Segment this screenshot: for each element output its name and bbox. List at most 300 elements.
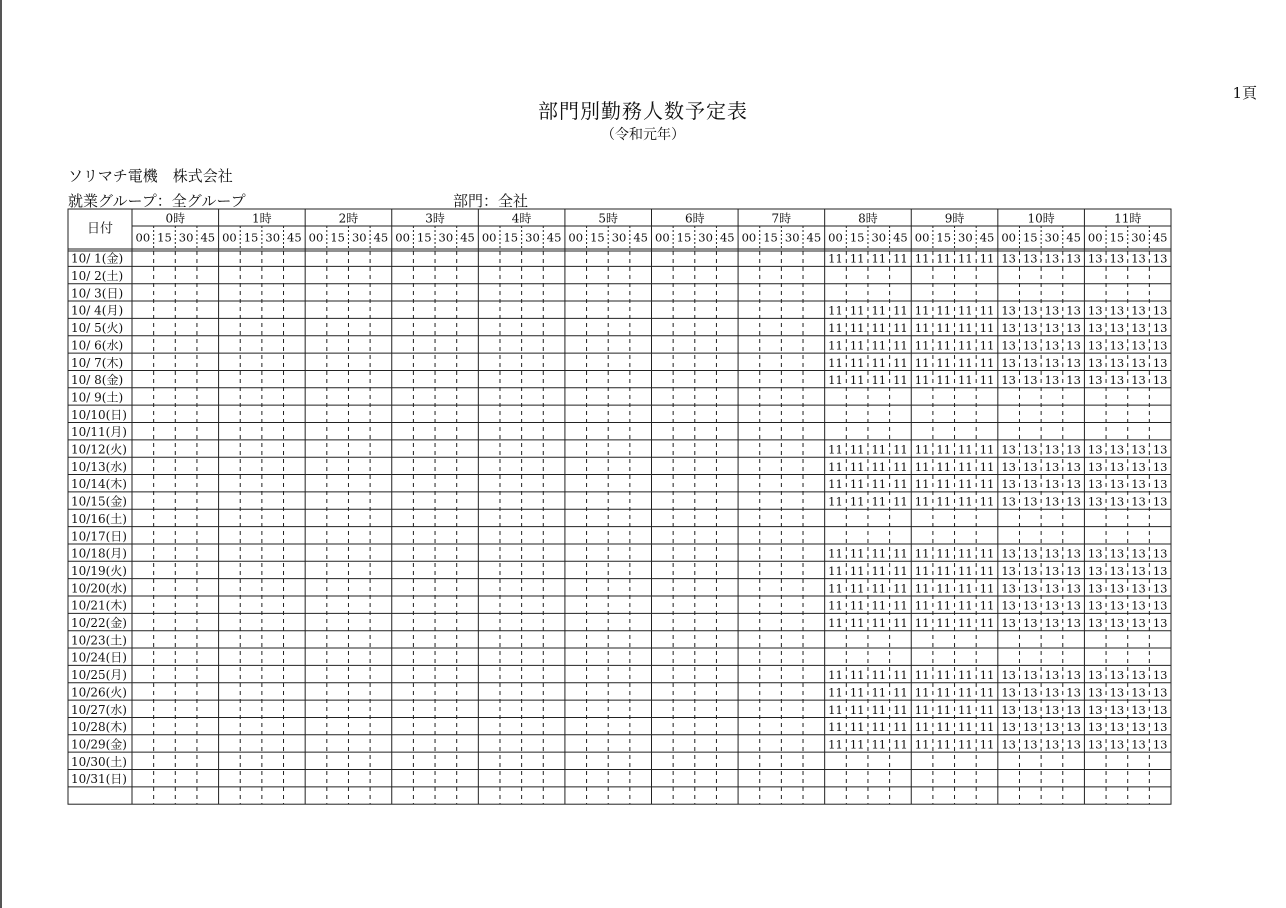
- staff-count-cell: 13: [1087, 702, 1103, 717]
- row-date: 10/18(月): [71, 546, 127, 561]
- staff-count-cell: 11: [936, 702, 952, 717]
- staff-count-cell: 11: [871, 581, 887, 596]
- hour-header: 4時: [511, 211, 532, 226]
- row-date: 10/ 6(水): [71, 338, 124, 353]
- staff-count-cell: 13: [1022, 459, 1038, 474]
- minute-header: 30: [265, 230, 281, 245]
- staff-count-cell: 11: [893, 668, 908, 683]
- staff-count-cell: 11: [849, 321, 865, 336]
- staff-count-cell: 11: [936, 459, 952, 474]
- staff-count-cell: 11: [958, 338, 973, 353]
- minute-header: 15: [503, 230, 519, 245]
- staff-count-cell: 13: [1109, 303, 1125, 318]
- minute-header: 45: [1152, 230, 1168, 245]
- staff-count-cell: 11: [914, 251, 930, 266]
- staff-count-cell: 11: [936, 442, 952, 457]
- staff-count-cell: 13: [1152, 355, 1168, 370]
- staff-count-cell: 13: [1131, 459, 1146, 474]
- staff-count-cell: 13: [1001, 563, 1016, 578]
- hour-header: 2時: [338, 211, 359, 226]
- staff-count-cell: 11: [914, 477, 930, 492]
- staff-count-cell: 13: [1022, 598, 1038, 613]
- minute-header: 30: [958, 230, 973, 245]
- work-group-label: 就業グループ：全グループ: [68, 192, 246, 210]
- staff-count-cell: 13: [1131, 338, 1146, 353]
- staff-count-cell: 13: [1044, 737, 1060, 752]
- staff-count-cell: 13: [1152, 702, 1168, 717]
- staff-count-cell: 11: [849, 494, 865, 509]
- staff-count-cell: 11: [849, 581, 865, 596]
- staff-count-cell: 11: [849, 477, 865, 492]
- staff-count-cell: 11: [871, 598, 887, 613]
- staff-count-cell: 13: [1022, 477, 1038, 492]
- row-date: 10/26(火): [71, 685, 127, 700]
- staff-count-cell: 13: [1109, 720, 1125, 735]
- staff-count-cell: 11: [849, 720, 865, 735]
- minute-header: 30: [611, 230, 627, 245]
- staff-count-cell: 13: [1044, 494, 1060, 509]
- staff-count-cell: 11: [871, 616, 887, 631]
- staff-count-cell: 13: [1131, 442, 1146, 457]
- staff-count-cell: 11: [914, 737, 930, 752]
- staff-count-cell: 13: [1087, 442, 1103, 457]
- staff-count-cell: 11: [958, 685, 973, 700]
- row-date: 10/31(日): [71, 772, 127, 787]
- staff-count-cell: 13: [1152, 338, 1168, 353]
- staff-count-cell: 13: [1066, 442, 1081, 457]
- staff-count-cell: 11: [871, 685, 887, 700]
- row-date: 10/19(火): [71, 563, 127, 578]
- staff-count-cell: 11: [914, 442, 930, 457]
- staff-count-cell: 11: [936, 598, 952, 613]
- row-date: 10/ 4(月): [71, 303, 124, 318]
- staff-count-cell: 13: [1066, 546, 1081, 561]
- staff-count-cell: 11: [828, 720, 843, 735]
- staff-count-cell: 11: [958, 737, 973, 752]
- staff-count-cell: 13: [1066, 251, 1081, 266]
- staff-count-cell: 11: [893, 251, 908, 266]
- staff-count-cell: 11: [871, 702, 887, 717]
- staff-count-cell: 11: [979, 702, 995, 717]
- minute-header: 15: [676, 230, 692, 245]
- report-title: 部門別勤務人数予定表: [538, 99, 748, 123]
- company-name: ソリマチ電機 株式会社: [68, 167, 233, 185]
- staff-count-cell: 13: [1044, 477, 1060, 492]
- minute-header: 00: [222, 230, 237, 245]
- staff-count-cell: 13: [1087, 737, 1103, 752]
- staff-count-cell: 11: [871, 737, 887, 752]
- row-date: 10/27(水): [71, 702, 127, 717]
- staff-count-cell: 13: [1044, 668, 1060, 683]
- staff-count-cell: 11: [979, 251, 995, 266]
- minute-header: 45: [1066, 230, 1081, 245]
- staff-count-cell: 11: [958, 668, 973, 683]
- staff-count-cell: 13: [1131, 546, 1146, 561]
- staff-count-cell: 13: [1152, 598, 1168, 613]
- staff-count-cell: 11: [979, 459, 995, 474]
- staff-count-cell: 11: [958, 702, 973, 717]
- minute-header: 00: [308, 230, 324, 245]
- minute-header: 30: [1044, 230, 1060, 245]
- staff-count-cell: 11: [849, 303, 865, 318]
- staff-count-cell: 13: [1152, 563, 1168, 578]
- staff-count-cell: 11: [849, 442, 865, 457]
- staff-count-cell: 13: [1131, 668, 1146, 683]
- staff-count-cell: 13: [1001, 477, 1016, 492]
- staff-count-cell: 13: [1066, 338, 1081, 353]
- staff-count-cell: 13: [1131, 251, 1146, 266]
- staff-count-cell: 11: [828, 355, 843, 370]
- staff-count-cell: 11: [914, 668, 930, 683]
- row-date: 10/11(月): [71, 425, 127, 440]
- hour-header: 1時: [252, 211, 272, 226]
- staff-count-cell: 11: [893, 737, 908, 752]
- row-date: 10/30(土): [71, 754, 127, 769]
- minute-header: 00: [1001, 230, 1016, 245]
- staff-count-cell: 13: [1066, 373, 1081, 388]
- staff-count-cell: 11: [958, 616, 973, 631]
- staff-count-cell: 11: [828, 477, 843, 492]
- staff-count-cell: 13: [1087, 563, 1103, 578]
- staff-count-cell: 13: [1131, 321, 1146, 336]
- staff-count-cell: 13: [1066, 737, 1081, 752]
- staff-count-cell: 11: [958, 303, 973, 318]
- staff-count-cell: 11: [849, 616, 865, 631]
- staff-count-cell: 13: [1044, 546, 1060, 561]
- staff-count-cell: 11: [893, 616, 908, 631]
- minute-header: 15: [849, 230, 865, 245]
- row-date: 10/29(金): [71, 737, 127, 752]
- staff-count-cell: 13: [1044, 563, 1060, 578]
- staff-count-cell: 11: [828, 668, 843, 683]
- minute-header: 45: [200, 230, 216, 245]
- staff-count-cell: 13: [1152, 720, 1168, 735]
- staff-count-cell: 11: [828, 581, 843, 596]
- staff-count-cell: 11: [828, 685, 843, 700]
- row-date: 10/17(日): [71, 529, 127, 544]
- staff-count-cell: 11: [849, 668, 865, 683]
- staff-count-cell: 11: [979, 616, 995, 631]
- row-date: 10/15(金): [71, 494, 127, 509]
- row-date: 10/13(水): [71, 459, 127, 474]
- staff-count-cell: 13: [1087, 494, 1103, 509]
- staff-count-cell: 11: [871, 303, 887, 318]
- row-date: 10/ 1(金): [71, 251, 124, 266]
- staff-count-cell: 11: [871, 321, 887, 336]
- staff-count-cell: 13: [1087, 459, 1103, 474]
- minute-header: 30: [178, 230, 194, 245]
- staff-count-cell: 11: [871, 373, 887, 388]
- staff-count-cell: 11: [936, 373, 952, 388]
- staff-count-cell: 11: [936, 355, 952, 370]
- staff-count-cell: 11: [828, 303, 843, 318]
- staff-count-cell: 13: [1001, 303, 1016, 318]
- staff-count-cell: 11: [871, 338, 887, 353]
- staff-count-cell: 13: [1066, 459, 1081, 474]
- staff-count-cell: 11: [828, 321, 843, 336]
- staff-count-cell: 13: [1001, 720, 1016, 735]
- staff-count-cell: 11: [871, 442, 887, 457]
- staff-count-cell: 11: [979, 442, 995, 457]
- staff-count-cell: 11: [936, 685, 952, 700]
- row-date: 10/ 7(木): [71, 355, 124, 370]
- staff-count-cell: 13: [1152, 546, 1168, 561]
- staff-count-cell: 13: [1152, 477, 1168, 492]
- staff-count-cell: 11: [936, 477, 952, 492]
- minute-header: 30: [698, 230, 713, 245]
- minute-header: 00: [741, 230, 757, 245]
- staff-count-cell: 13: [1066, 581, 1081, 596]
- minute-header: 00: [1087, 230, 1103, 245]
- staff-count-cell: 11: [914, 581, 930, 596]
- minute-header: 15: [1109, 230, 1125, 245]
- row-date: 10/12(火): [71, 442, 127, 457]
- staff-count-cell: 13: [1131, 685, 1146, 700]
- staff-count-cell: 13: [1066, 668, 1081, 683]
- minute-header: 15: [1022, 230, 1038, 245]
- staff-count-cell: 13: [1152, 321, 1168, 336]
- staff-count-cell: 13: [1044, 338, 1060, 353]
- staff-count-cell: 11: [958, 581, 973, 596]
- row-date: 10/20(水): [71, 581, 127, 596]
- staff-count-cell: 13: [1131, 494, 1146, 509]
- staff-count-cell: 11: [893, 373, 908, 388]
- hour-header: 5時: [598, 211, 619, 226]
- staff-count-cell: 11: [849, 598, 865, 613]
- staff-count-cell: 11: [893, 321, 908, 336]
- staff-count-cell: 13: [1022, 720, 1038, 735]
- staff-count-cell: 11: [849, 737, 865, 752]
- staff-count-cell: 11: [828, 563, 843, 578]
- staff-count-cell: 13: [1044, 581, 1060, 596]
- staff-count-cell: 11: [849, 459, 865, 474]
- staff-count-cell: 13: [1044, 303, 1060, 318]
- staff-count-cell: 13: [1152, 494, 1168, 509]
- staff-count-cell: 13: [1109, 251, 1125, 266]
- staff-count-cell: 13: [1109, 616, 1125, 631]
- staff-count-cell: 11: [958, 251, 973, 266]
- staff-count-cell: 13: [1087, 685, 1103, 700]
- staff-count-cell: 11: [893, 546, 908, 561]
- staff-count-cell: 11: [828, 702, 843, 717]
- staff-count-cell: 13: [1022, 303, 1038, 318]
- staff-count-cell: 13: [1001, 442, 1016, 457]
- staff-count-cell: 13: [1022, 581, 1038, 596]
- staff-count-cell: 13: [1066, 494, 1081, 509]
- staff-count-cell: 13: [1087, 321, 1103, 336]
- staff-count-cell: 13: [1066, 321, 1081, 336]
- staff-count-cell: 11: [914, 546, 930, 561]
- staff-count-cell: 11: [958, 494, 973, 509]
- staff-count-cell: 13: [1152, 442, 1168, 457]
- minute-header: 45: [373, 230, 389, 245]
- staff-count-cell: 13: [1001, 581, 1016, 596]
- staff-count-cell: 13: [1131, 737, 1146, 752]
- staff-count-cell: 11: [849, 338, 865, 353]
- staff-count-cell: 11: [958, 720, 973, 735]
- staff-count-cell: 13: [1109, 442, 1125, 457]
- row-date: 10/24(日): [71, 650, 127, 665]
- hour-header: 10時: [1027, 211, 1055, 226]
- hour-header: 7時: [771, 211, 792, 226]
- staff-count-cell: 11: [849, 685, 865, 700]
- staff-count-cell: 11: [871, 494, 887, 509]
- minute-header: 30: [525, 230, 540, 245]
- staff-count-cell: 11: [914, 616, 930, 631]
- staff-count-cell: 11: [958, 598, 973, 613]
- staff-count-cell: 13: [1087, 303, 1103, 318]
- staff-count-cell: 11: [958, 373, 973, 388]
- staff-count-cell: 13: [1109, 546, 1125, 561]
- staff-count-cell: 11: [936, 494, 952, 509]
- minute-header: 45: [979, 230, 995, 245]
- staff-count-cell: 11: [871, 251, 887, 266]
- minute-header: 15: [157, 230, 172, 245]
- minute-header: 15: [590, 230, 605, 245]
- date-column-header: 日付: [86, 221, 114, 237]
- minute-header: 00: [135, 230, 151, 245]
- staff-count-cell: 11: [979, 546, 995, 561]
- staff-count-cell: 11: [893, 303, 908, 318]
- staff-count-cell: 13: [1044, 321, 1060, 336]
- staff-count-cell: 11: [936, 668, 952, 683]
- staff-count-cell: 13: [1066, 720, 1081, 735]
- minute-header: 00: [828, 230, 843, 245]
- staff-count-cell: 11: [828, 598, 843, 613]
- staff-count-cell: 13: [1152, 581, 1168, 596]
- minute-header: 00: [395, 230, 410, 245]
- staff-count-cell: 13: [1066, 616, 1081, 631]
- minute-header: 30: [784, 230, 800, 245]
- staff-count-cell: 13: [1152, 616, 1168, 631]
- staff-count-cell: 13: [1066, 685, 1081, 700]
- staff-count-cell: 11: [828, 737, 843, 752]
- staff-count-cell: 13: [1109, 321, 1125, 336]
- staff-count-cell: 11: [936, 581, 952, 596]
- staff-count-cell: 11: [871, 668, 887, 683]
- staff-count-cell: 11: [849, 355, 865, 370]
- minute-header: 30: [351, 230, 367, 245]
- row-date: 10/22(金): [71, 616, 127, 631]
- staff-count-cell: 13: [1109, 737, 1125, 752]
- staff-count-cell: 11: [914, 702, 930, 717]
- staff-count-cell: 11: [893, 563, 908, 578]
- minute-header: 00: [481, 230, 497, 245]
- staff-count-cell: 11: [936, 616, 952, 631]
- staff-count-cell: 13: [1131, 720, 1146, 735]
- staff-count-cell: 13: [1131, 702, 1146, 717]
- staff-count-cell: 13: [1131, 581, 1146, 596]
- staff-count-cell: 13: [1022, 546, 1038, 561]
- staff-count-cell: 11: [828, 251, 843, 266]
- staff-count-cell: 13: [1152, 251, 1168, 266]
- staff-count-cell: 11: [979, 581, 995, 596]
- staff-count-cell: 11: [958, 459, 973, 474]
- staff-count-cell: 13: [1001, 494, 1016, 509]
- staff-count-cell: 13: [1044, 720, 1060, 735]
- staff-count-cell: 13: [1044, 251, 1060, 266]
- staff-count-cell: 13: [1044, 442, 1060, 457]
- staff-count-cell: 11: [936, 720, 952, 735]
- row-date: 10/ 2(土): [71, 269, 124, 284]
- row-date: 10/10(日): [71, 407, 127, 422]
- staff-count-cell: 13: [1022, 373, 1038, 388]
- staff-count-cell: 13: [1022, 494, 1038, 509]
- staff-count-cell: 11: [936, 563, 952, 578]
- staff-count-cell: 13: [1022, 355, 1038, 370]
- staff-count-cell: 11: [914, 355, 930, 370]
- staff-count-cell: 13: [1001, 321, 1016, 336]
- hour-header: 6時: [684, 211, 705, 226]
- minute-header: 45: [719, 230, 735, 245]
- row-date: 10/14(木): [71, 477, 127, 492]
- minute-header: 15: [763, 230, 778, 245]
- staff-count-cell: 13: [1066, 355, 1081, 370]
- staff-count-cell: 11: [979, 685, 995, 700]
- staff-count-cell: 11: [979, 720, 995, 735]
- staff-count-cell: 13: [1087, 546, 1103, 561]
- staff-count-cell: 11: [979, 598, 995, 613]
- staff-count-cell: 11: [914, 598, 930, 613]
- staff-count-cell: 11: [914, 303, 930, 318]
- staff-count-cell: 11: [893, 598, 908, 613]
- staff-count-cell: 11: [893, 494, 908, 509]
- staff-count-cell: 11: [979, 303, 995, 318]
- staff-count-cell: 13: [1087, 720, 1103, 735]
- staff-count-cell: 11: [914, 338, 930, 353]
- staff-count-cell: 11: [849, 563, 865, 578]
- staff-count-cell: 11: [979, 668, 995, 683]
- staff-count-cell: 13: [1001, 251, 1016, 266]
- row-date: 10/ 3(日): [71, 286, 124, 301]
- staff-count-cell: 13: [1001, 598, 1016, 613]
- staff-count-cell: 13: [1109, 598, 1125, 613]
- staff-count-cell: 11: [914, 494, 930, 509]
- row-date: 10/23(土): [71, 633, 127, 648]
- staff-count-cell: 13: [1109, 581, 1125, 596]
- staff-count-cell: 13: [1044, 355, 1060, 370]
- staff-count-cell: 13: [1022, 321, 1038, 336]
- staff-count-cell: 11: [871, 355, 887, 370]
- staff-count-cell: 13: [1022, 685, 1038, 700]
- staff-count-cell: 13: [1066, 477, 1081, 492]
- staff-count-cell: 11: [849, 251, 865, 266]
- staff-count-cell: 11: [828, 616, 843, 631]
- hour-header: 11時: [1114, 211, 1142, 226]
- staff-count-cell: 13: [1001, 737, 1016, 752]
- staff-count-cell: 13: [1022, 563, 1038, 578]
- staff-count-cell: 13: [1066, 303, 1081, 318]
- staff-count-cell: 13: [1152, 668, 1168, 683]
- minute-header: 45: [287, 230, 302, 245]
- staff-count-cell: 11: [893, 459, 908, 474]
- staff-count-cell: 13: [1131, 373, 1146, 388]
- staff-count-cell: 11: [936, 338, 952, 353]
- minute-header: 45: [633, 230, 648, 245]
- staff-count-cell: 13: [1109, 563, 1125, 578]
- staff-count-cell: 13: [1087, 373, 1103, 388]
- minute-header: 45: [893, 230, 908, 245]
- staff-count-cell: 11: [914, 373, 930, 388]
- staff-count-cell: 13: [1001, 355, 1016, 370]
- staff-count-cell: 11: [979, 338, 995, 353]
- staff-count-cell: 11: [828, 494, 843, 509]
- hour-header: 9時: [944, 211, 965, 226]
- staff-count-cell: 11: [979, 355, 995, 370]
- staff-count-cell: 13: [1022, 668, 1038, 683]
- staff-count-cell: 13: [1131, 303, 1146, 318]
- staff-count-cell: 11: [893, 338, 908, 353]
